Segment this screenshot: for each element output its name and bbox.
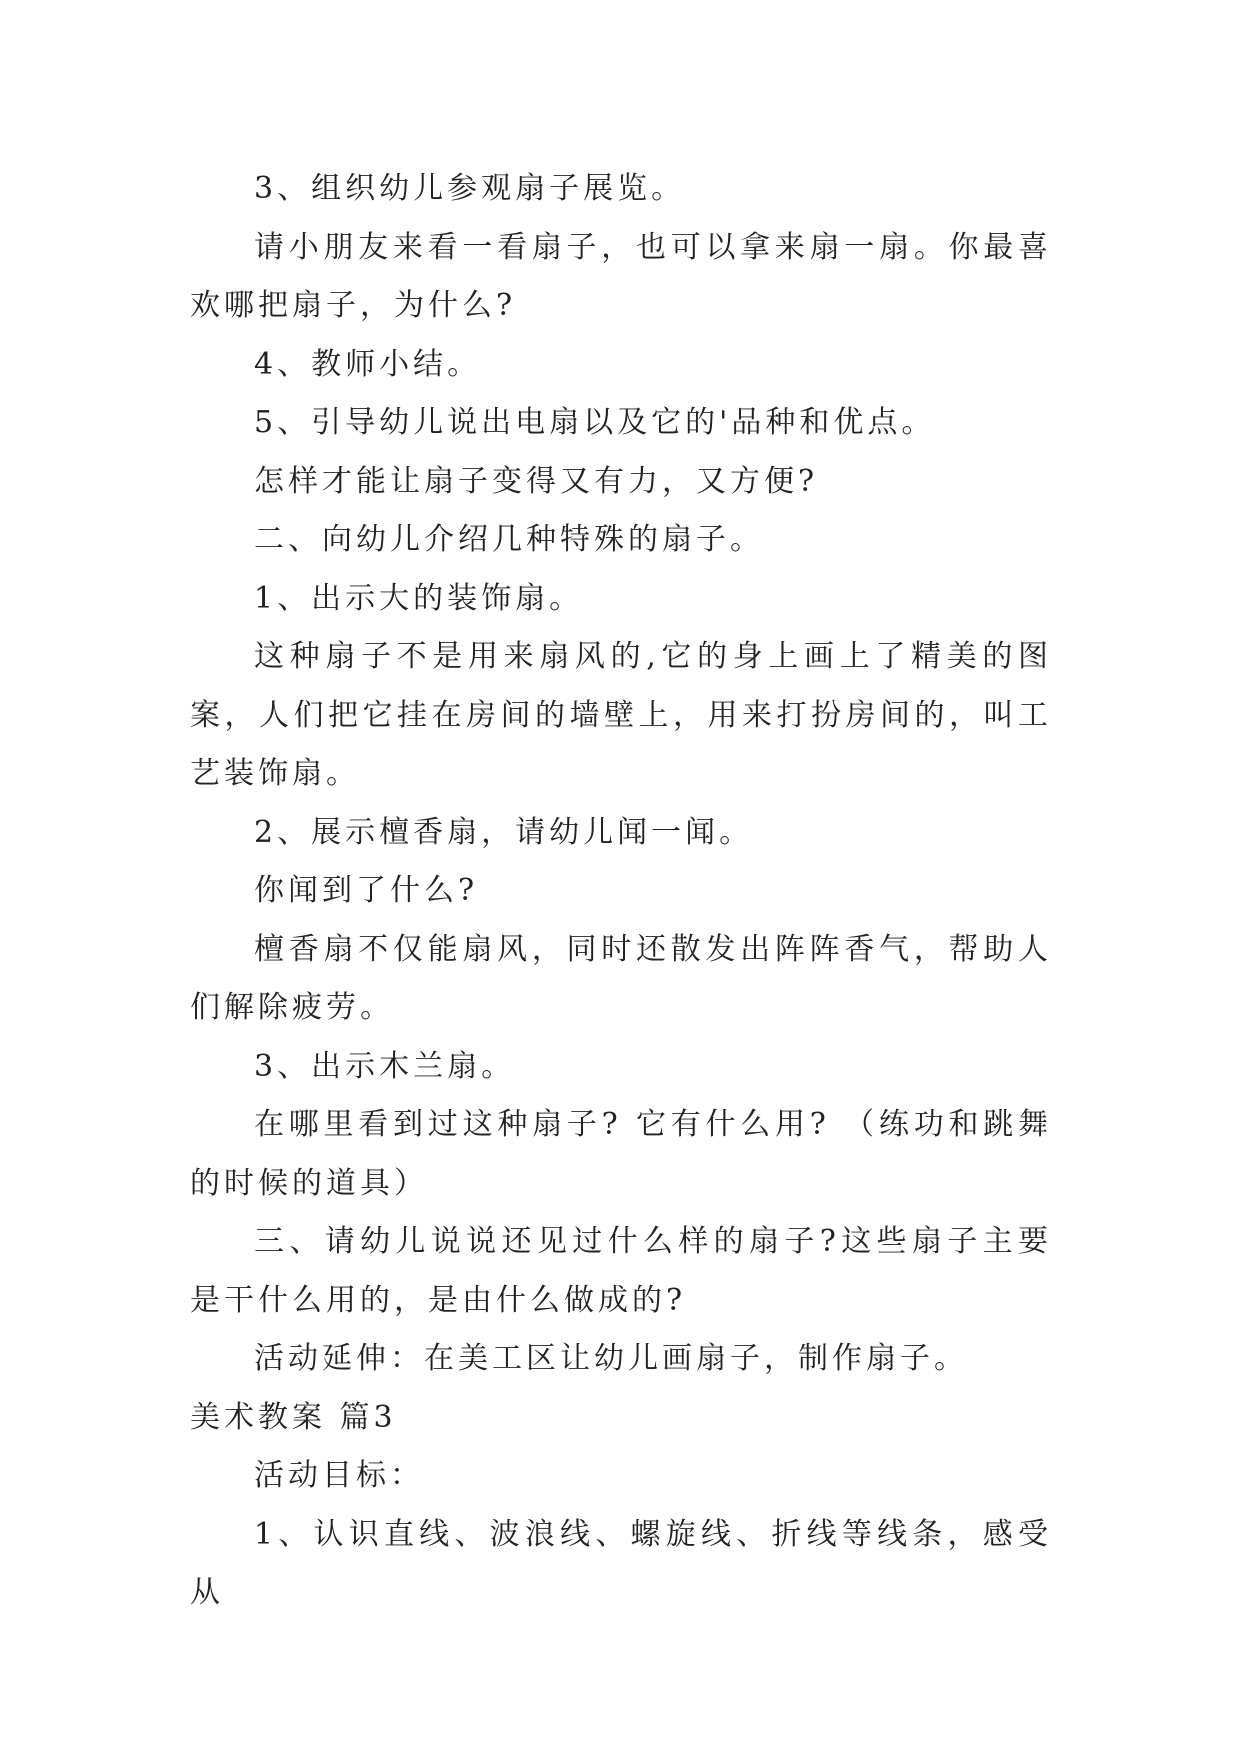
paragraph: 1、出示大的装饰扇。 xyxy=(254,580,584,616)
paragraph: 3、组织幼儿参观扇子展览。 xyxy=(254,171,686,206)
paragraph: 怎样才能让扇子变得又有力，又方便? xyxy=(254,463,819,499)
paragraph: 你闻到了什么? xyxy=(254,873,479,908)
section-heading: 美术教案 篇3 xyxy=(190,1399,397,1435)
paragraph: 4、教师小结。 xyxy=(254,346,482,382)
paragraph: 3、出示木兰扇。 xyxy=(254,1048,516,1084)
document-body xyxy=(190,160,1052,1623)
paragraph: 这种扇子不是用来扇风的,它的身上画上了精美的图案，人们把它挂在房间的墙壁上，用来打扮房间的，叫工艺装饰扇。 xyxy=(190,639,1052,791)
paragraph: 二、向幼儿介绍几种特殊的扇子。 xyxy=(254,522,764,557)
paragraph: 5、引导幼儿说出电扇以及它的'品种和优点。 xyxy=(254,405,936,440)
paragraph: 1、认识直线、波浪线、螺旋线、折线等线条，感受从 xyxy=(190,1516,1052,1610)
paragraph: 2、展示檀香扇，请幼儿闻一闻。 xyxy=(254,814,754,850)
paragraph: 在哪里看到过这种扇子? 它有什么用? （练功和跳舞的时候的道具） xyxy=(190,1107,1052,1201)
paragraph: 檀香扇不仅能扇风，同时还散发出阵阵香气，帮助人们解除疲劳。 xyxy=(190,931,1052,1025)
paragraph: 请小朋友来看一看扇子，也可以拿来扇一扇。你最喜欢哪把扇子，为什么? xyxy=(190,229,1052,323)
paragraph: 活动延伸：在美工区让幼儿画扇子，制作扇子。 xyxy=(254,1341,968,1376)
paragraph: 三、请幼儿说说还见过什么样的扇子?这些扇子主要是干什么用的，是由什么做成的? xyxy=(190,1224,1052,1318)
paragraph: 活动目标： xyxy=(254,1458,424,1493)
